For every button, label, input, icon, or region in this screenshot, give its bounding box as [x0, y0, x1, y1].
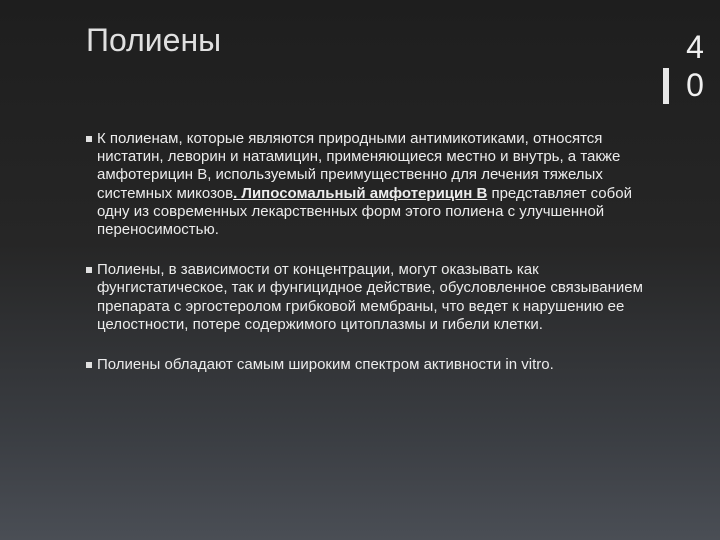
page-number-digits: 4 0 [686, 29, 704, 103]
bullet-1-emphasis: . Липосомальный амфотерицин В [233, 184, 488, 202]
page-number [663, 28, 713, 104]
bullet-item-3 [86, 356, 646, 374]
bullet-2-text: Полиены, в зависимости от концентрации, могут оказывать как фунгистатическое, так и фунгицидное действие, обусловленное связыванием препарата с эргостеролом грибковой мембраны, что ведет к нарушению ее целостности, потере содержимого цитоплазмы и гибели клетки. [97, 261, 643, 333]
page-number-bar [663, 68, 669, 104]
bullet-marker-icon [86, 362, 92, 368]
bullet-marker-icon [86, 267, 92, 273]
bullet-1-text-after: представляет собой одну из современных лекарственных форм этого полиена с улучшенной переносимостью. [97, 184, 632, 239]
bullet-marker-icon [86, 136, 92, 142]
bullet-list [86, 130, 646, 396]
bullet-1-text: К полиенам, которые являются природными антимикотиками, относятся нистатин, леворин и натамицин, применяющиеся местно и внутрь, а также амфотерицин В, используемый преимущественно для лечения тяжелых системных микозов [97, 130, 621, 202]
bullet-3-text: Полиены обладают самым широким спектром активности in vitro. [97, 356, 554, 374]
bullet-item-1 [86, 130, 646, 239]
slide-title: Полиены [86, 22, 222, 58]
bullet-item-2 [86, 261, 646, 334]
